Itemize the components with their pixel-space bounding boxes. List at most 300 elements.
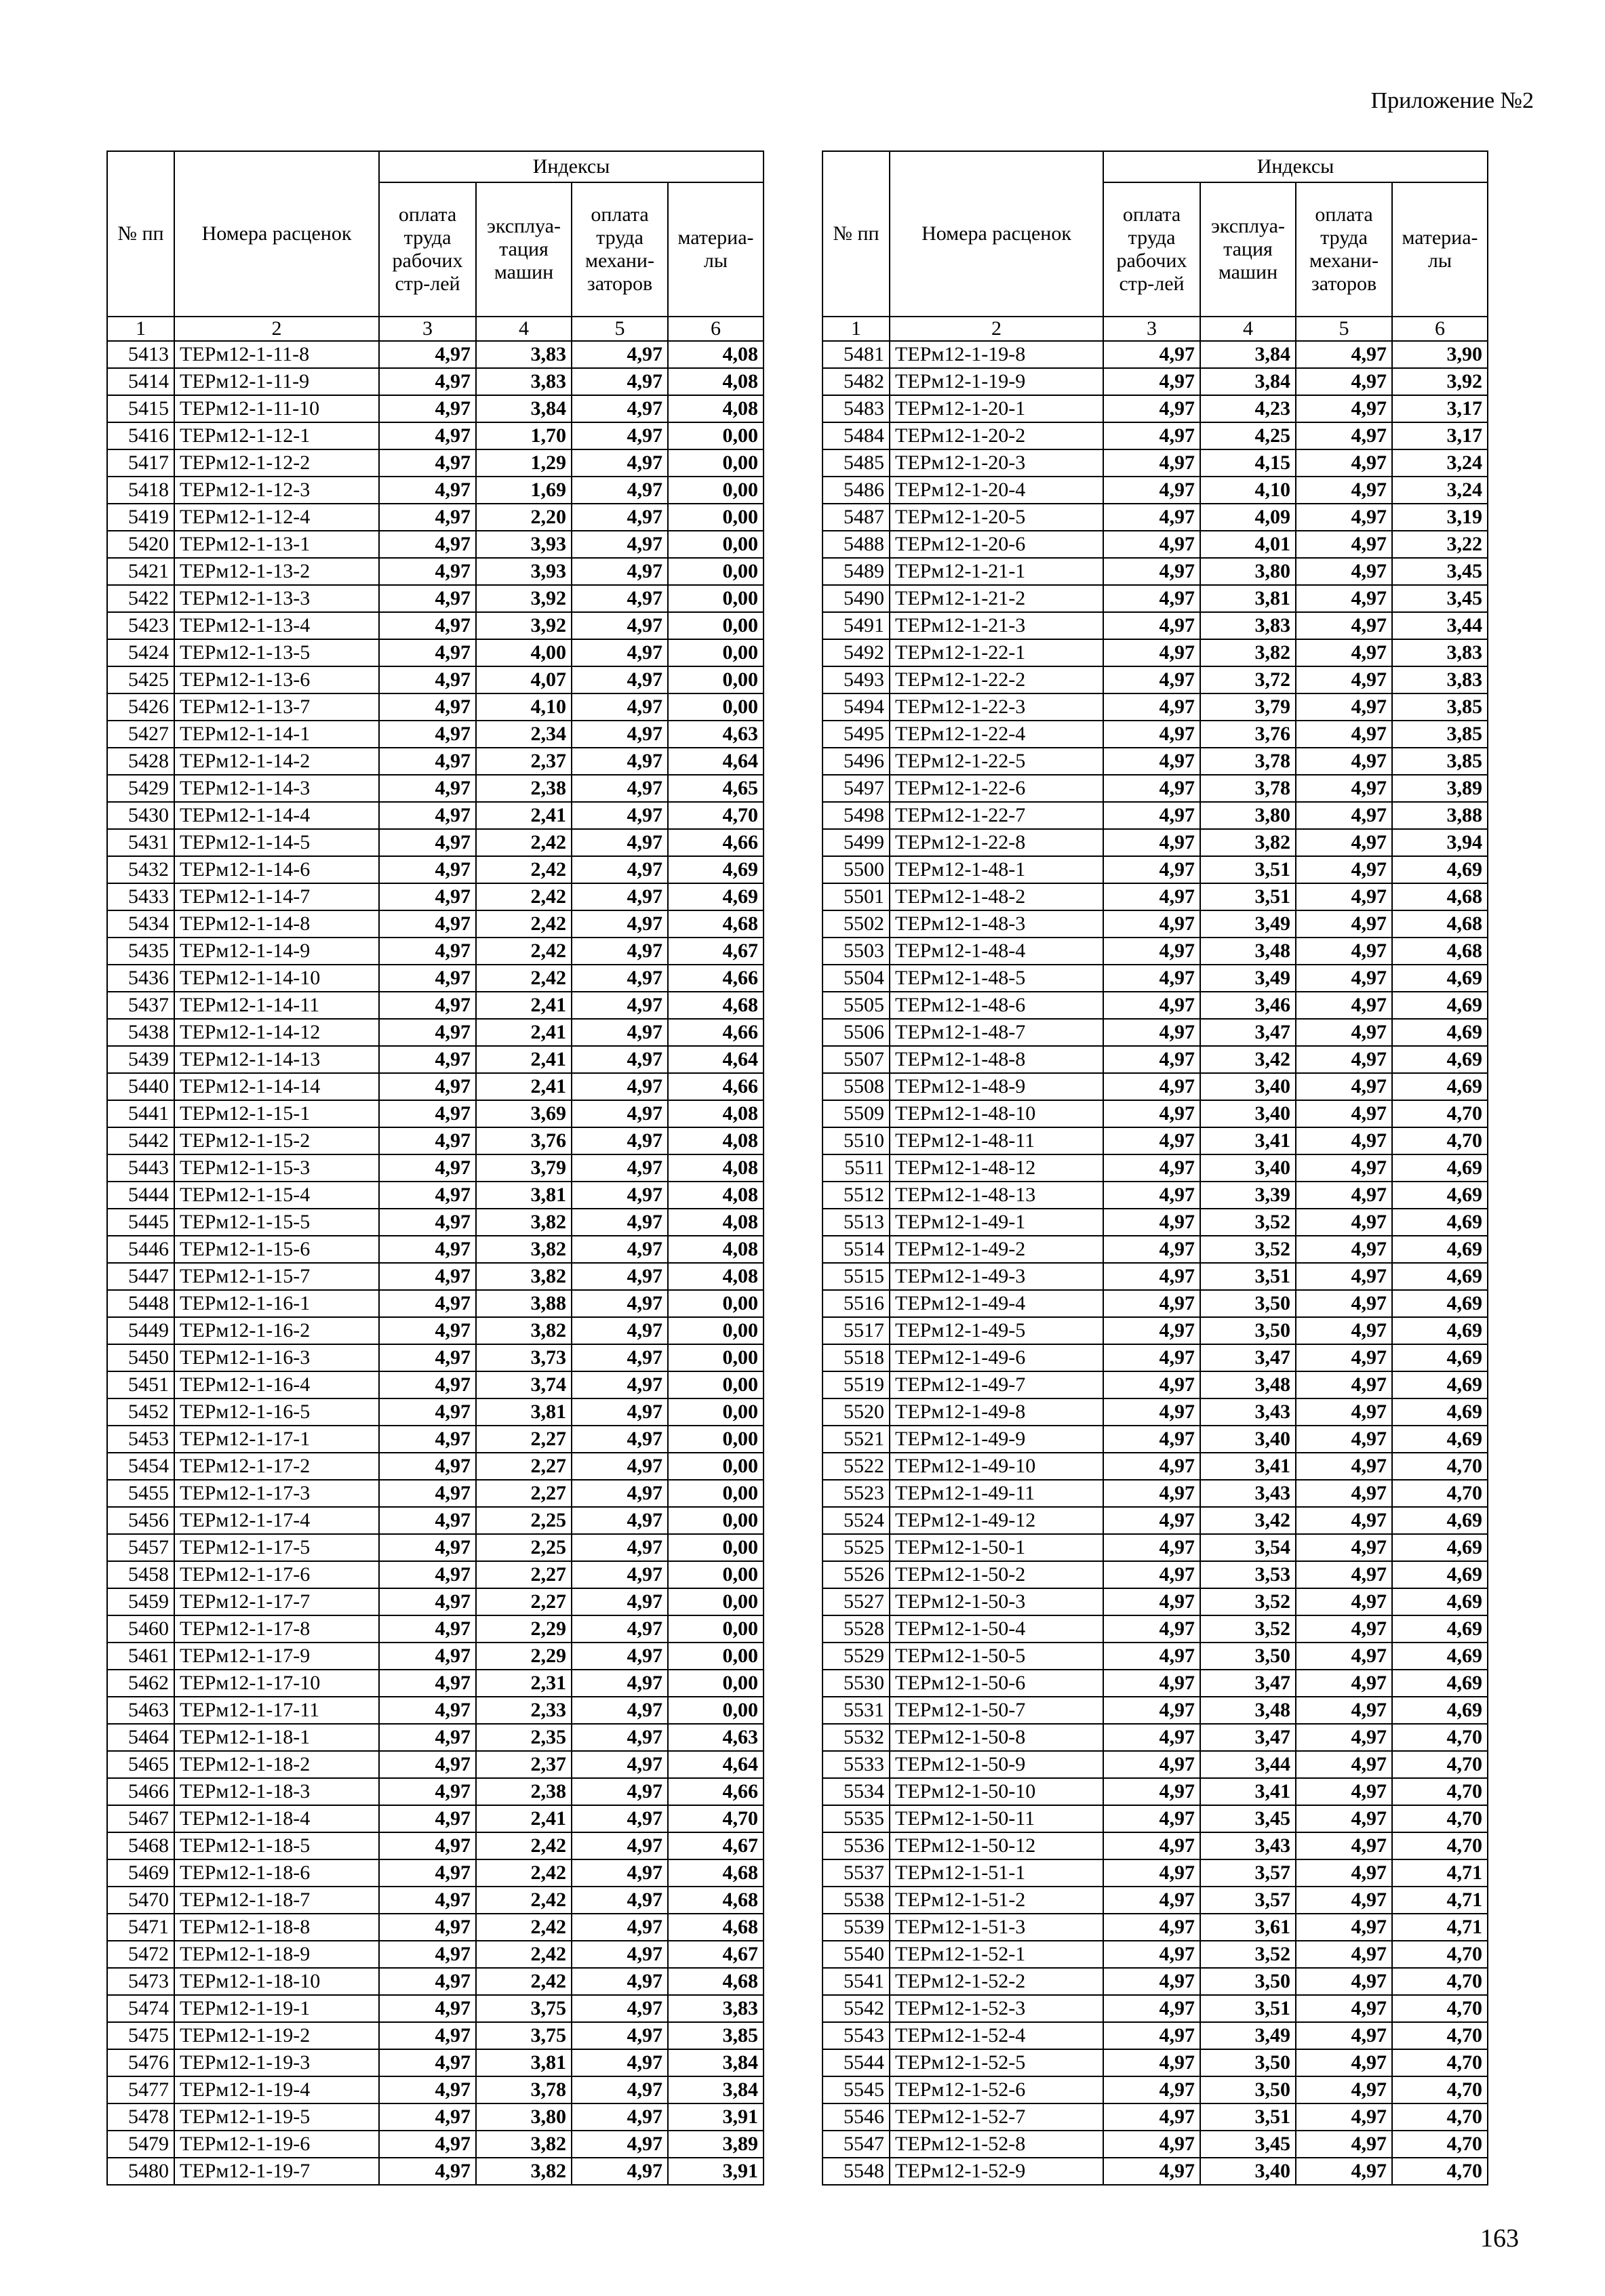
rate-code: ТЕРм12-1-22-5 xyxy=(890,748,1103,775)
rate-code: ТЕРм12-1-13-4 xyxy=(174,612,379,639)
materials-index: 4,67 xyxy=(668,1941,764,1968)
materials-index: 4,08 xyxy=(668,368,764,395)
table-row xyxy=(107,2103,764,2131)
labor-index: 4,97 xyxy=(379,1751,476,1778)
operator-index: 4,97 xyxy=(572,775,668,802)
table-row xyxy=(107,666,764,693)
operator-index: 4,97 xyxy=(1296,1751,1392,1778)
table-row xyxy=(107,1371,764,1398)
table-row xyxy=(823,1914,1488,1941)
labor-index: 4,97 xyxy=(379,1046,476,1073)
table-row xyxy=(823,1019,1488,1046)
machine-index: 3,49 xyxy=(1200,965,1296,992)
operator-index: 4,97 xyxy=(572,2049,668,2076)
materials-index: 4,69 xyxy=(1392,1588,1488,1615)
operator-index: 4,97 xyxy=(572,938,668,965)
labor-index: 4,97 xyxy=(379,2158,476,2185)
row-number: 5448 xyxy=(107,1290,174,1317)
rate-code: ТЕРм12-1-52-5 xyxy=(890,2049,1103,2076)
labor-index: 4,97 xyxy=(1103,802,1200,829)
materials-index: 0,00 xyxy=(668,504,764,531)
machine-index: 1,29 xyxy=(476,449,572,477)
rate-code: ТЕРм12-1-49-7 xyxy=(890,1371,1103,1398)
labor-index: 4,97 xyxy=(1103,965,1200,992)
operator-index: 4,97 xyxy=(572,422,668,449)
row-number: 5438 xyxy=(107,1019,174,1046)
labor-index: 4,97 xyxy=(379,395,476,422)
table-row xyxy=(107,1317,764,1344)
rate-code: ТЕРм12-1-19-8 xyxy=(890,341,1103,368)
operator-index: 4,97 xyxy=(572,2158,668,2185)
table-row xyxy=(107,612,764,639)
machine-index: 3,43 xyxy=(1200,1480,1296,1507)
row-number: 5469 xyxy=(107,1859,174,1887)
row-number: 5535 xyxy=(823,1805,890,1832)
row-number: 5525 xyxy=(823,1534,890,1561)
rate-code: ТЕРм12-1-17-11 xyxy=(174,1697,379,1724)
table-row xyxy=(823,1968,1488,1995)
labor-index: 4,97 xyxy=(379,1263,476,1290)
machine-index: 2,42 xyxy=(476,1968,572,1995)
operator-index: 4,97 xyxy=(572,1480,668,1507)
labor-index: 4,97 xyxy=(379,2076,476,2103)
machine-index: 3,84 xyxy=(1200,341,1296,368)
row-number: 5417 xyxy=(107,449,174,477)
rate-code: ТЕРм12-1-17-4 xyxy=(174,1507,379,1534)
table-row xyxy=(823,1046,1488,1073)
labor-index: 4,97 xyxy=(379,883,476,910)
table-row xyxy=(107,1534,764,1561)
row-number: 5466 xyxy=(107,1778,174,1805)
operator-index: 4,97 xyxy=(572,693,668,721)
row-number: 5420 xyxy=(107,531,174,558)
labor-index: 4,97 xyxy=(1103,1263,1200,1290)
materials-index: 4,68 xyxy=(1392,910,1488,938)
table-row xyxy=(107,558,764,585)
row-number: 5430 xyxy=(107,802,174,829)
labor-index: 4,97 xyxy=(1103,2049,1200,2076)
operator-index: 4,97 xyxy=(1296,1534,1392,1561)
row-number: 5490 xyxy=(823,585,890,612)
row-number: 5451 xyxy=(107,1371,174,1398)
row-number: 5540 xyxy=(823,1941,890,1968)
header-machines: эксплуа-тация машин xyxy=(1200,182,1296,317)
materials-index: 4,68 xyxy=(668,1968,764,1995)
operator-index: 4,97 xyxy=(572,856,668,883)
table-row xyxy=(107,1073,764,1100)
materials-index: 0,00 xyxy=(668,422,764,449)
table-row xyxy=(823,1263,1488,1290)
table-row xyxy=(823,992,1488,1019)
labor-index: 4,97 xyxy=(1103,341,1200,368)
row-number: 5493 xyxy=(823,666,890,693)
rate-code: ТЕРм12-1-22-6 xyxy=(890,775,1103,802)
table-row xyxy=(107,1127,764,1154)
table-row xyxy=(823,449,1488,477)
row-number: 5418 xyxy=(107,477,174,504)
operator-index: 4,97 xyxy=(1296,1236,1392,1263)
labor-index: 4,97 xyxy=(379,449,476,477)
row-number: 5488 xyxy=(823,531,890,558)
labor-index: 4,97 xyxy=(379,1127,476,1154)
labor-index: 4,97 xyxy=(379,666,476,693)
labor-index: 4,97 xyxy=(1103,1778,1200,1805)
table-row xyxy=(823,1209,1488,1236)
labor-index: 4,97 xyxy=(1103,992,1200,1019)
table-row xyxy=(823,1643,1488,1670)
operator-index: 4,97 xyxy=(1296,1643,1392,1670)
table-row xyxy=(107,1805,764,1832)
operator-index: 4,97 xyxy=(572,504,668,531)
row-number: 5539 xyxy=(823,1914,890,1941)
materials-index: 0,00 xyxy=(668,612,764,639)
labor-index: 4,97 xyxy=(379,1832,476,1859)
operator-index: 4,97 xyxy=(1296,802,1392,829)
table-row xyxy=(823,748,1488,775)
column-number: 5 xyxy=(1296,317,1392,341)
operator-index: 4,97 xyxy=(572,1778,668,1805)
materials-index: 3,24 xyxy=(1392,449,1488,477)
rate-code: ТЕРм12-1-52-8 xyxy=(890,2131,1103,2158)
materials-index: 0,00 xyxy=(668,449,764,477)
rate-code: ТЕРм12-1-50-10 xyxy=(890,1778,1103,1805)
labor-index: 4,97 xyxy=(1103,2103,1200,2131)
labor-index: 4,97 xyxy=(379,1778,476,1805)
rate-code: ТЕРм12-1-18-1 xyxy=(174,1724,379,1751)
rate-code: ТЕРм12-1-50-2 xyxy=(890,1561,1103,1588)
machine-index: 2,41 xyxy=(476,1019,572,1046)
materials-index: 0,00 xyxy=(668,1426,764,1453)
materials-index: 4,71 xyxy=(1392,1859,1488,1887)
labor-index: 4,97 xyxy=(1103,1697,1200,1724)
table-row xyxy=(823,1995,1488,2022)
materials-index: 4,68 xyxy=(1392,883,1488,910)
materials-index: 4,69 xyxy=(1392,1615,1488,1643)
rate-code: ТЕРм12-1-11-8 xyxy=(174,341,379,368)
rate-code: ТЕРм12-1-48-5 xyxy=(890,965,1103,992)
machine-index: 2,27 xyxy=(476,1453,572,1480)
materials-index: 4,69 xyxy=(1392,1019,1488,1046)
table-row xyxy=(823,2158,1488,2185)
operator-index: 4,97 xyxy=(572,1859,668,1887)
materials-index: 0,00 xyxy=(668,1697,764,1724)
row-number: 5536 xyxy=(823,1832,890,1859)
labor-index: 4,97 xyxy=(1103,558,1200,585)
labor-index: 4,97 xyxy=(379,1019,476,1046)
table-row xyxy=(823,504,1488,531)
labor-index: 4,97 xyxy=(1103,2131,1200,2158)
row-number: 5426 xyxy=(107,693,174,721)
rate-code: ТЕРм12-1-14-11 xyxy=(174,992,379,1019)
rate-code: ТЕРм12-1-48-6 xyxy=(890,992,1103,1019)
machine-index: 2,42 xyxy=(476,965,572,992)
table-row xyxy=(823,639,1488,666)
table-row xyxy=(823,1480,1488,1507)
table-row xyxy=(107,1236,764,1263)
materials-index: 4,66 xyxy=(668,1778,764,1805)
table-row xyxy=(823,1724,1488,1751)
operator-index: 4,97 xyxy=(1296,2131,1392,2158)
machine-index: 3,82 xyxy=(1200,829,1296,856)
machine-index: 3,42 xyxy=(1200,1507,1296,1534)
operator-index: 4,97 xyxy=(1296,477,1392,504)
table-row xyxy=(107,368,764,395)
machine-index: 3,47 xyxy=(1200,1724,1296,1751)
rate-code: ТЕРм12-1-14-9 xyxy=(174,938,379,965)
table-row xyxy=(107,1154,764,1182)
row-number: 5465 xyxy=(107,1751,174,1778)
labor-index: 4,97 xyxy=(1103,1290,1200,1317)
table-row xyxy=(107,1019,764,1046)
labor-index: 4,97 xyxy=(1103,1127,1200,1154)
machine-index: 2,41 xyxy=(476,1073,572,1100)
labor-index: 4,97 xyxy=(379,612,476,639)
row-number: 5460 xyxy=(107,1615,174,1643)
rate-code: ТЕРм12-1-22-1 xyxy=(890,639,1103,666)
row-number: 5445 xyxy=(107,1209,174,1236)
labor-index: 4,97 xyxy=(1103,1615,1200,1643)
rate-code: ТЕРм12-1-17-8 xyxy=(174,1615,379,1643)
row-number: 5548 xyxy=(823,2158,890,2185)
operator-index: 4,97 xyxy=(572,1805,668,1832)
row-number: 5541 xyxy=(823,1968,890,1995)
row-number: 5531 xyxy=(823,1697,890,1724)
table-row xyxy=(107,1643,764,1670)
labor-index: 4,97 xyxy=(379,1670,476,1697)
materials-index: 4,70 xyxy=(1392,1724,1488,1751)
materials-index: 4,69 xyxy=(1392,1209,1488,1236)
labor-index: 4,97 xyxy=(379,1100,476,1127)
rate-code: ТЕРм12-1-14-5 xyxy=(174,829,379,856)
materials-index: 4,69 xyxy=(1392,1643,1488,1670)
materials-index: 4,69 xyxy=(1392,1398,1488,1426)
machine-index: 2,42 xyxy=(476,1887,572,1914)
machine-index: 3,83 xyxy=(1200,612,1296,639)
rate-code: ТЕРм12-1-14-4 xyxy=(174,802,379,829)
labor-index: 4,97 xyxy=(379,1426,476,1453)
row-number: 5472 xyxy=(107,1941,174,1968)
operator-index: 4,97 xyxy=(1296,1615,1392,1643)
row-number: 5415 xyxy=(107,395,174,422)
rate-code: ТЕРм12-1-19-1 xyxy=(174,1995,379,2022)
operator-index: 4,97 xyxy=(1296,1561,1392,1588)
operator-index: 4,97 xyxy=(572,639,668,666)
labor-index: 4,97 xyxy=(1103,1236,1200,1263)
row-number: 5436 xyxy=(107,965,174,992)
labor-index: 4,97 xyxy=(1103,938,1200,965)
machine-index: 3,92 xyxy=(476,585,572,612)
materials-index: 0,00 xyxy=(668,558,764,585)
materials-index: 4,69 xyxy=(1392,965,1488,992)
operator-index: 4,97 xyxy=(572,2103,668,2131)
operator-index: 4,97 xyxy=(572,1290,668,1317)
operator-index: 4,97 xyxy=(1296,1968,1392,1995)
materials-index: 0,00 xyxy=(668,477,764,504)
operator-index: 4,97 xyxy=(1296,938,1392,965)
appendix-label: Приложение №2 xyxy=(1370,88,1534,113)
row-number: 5498 xyxy=(823,802,890,829)
table-row xyxy=(107,2076,764,2103)
materials-index: 3,83 xyxy=(1392,639,1488,666)
table-row xyxy=(107,1290,764,1317)
labor-index: 4,97 xyxy=(379,2049,476,2076)
operator-index: 4,97 xyxy=(572,1398,668,1426)
machine-index: 3,50 xyxy=(1200,1317,1296,1344)
row-number: 5508 xyxy=(823,1073,890,1100)
machine-index: 3,72 xyxy=(1200,666,1296,693)
rate-code: ТЕРм12-1-48-8 xyxy=(890,1046,1103,1073)
machine-index: 3,82 xyxy=(476,1236,572,1263)
machine-index: 3,81 xyxy=(476,1182,572,1209)
materials-index: 3,24 xyxy=(1392,477,1488,504)
table-row xyxy=(107,2022,764,2049)
materials-index: 3,91 xyxy=(668,2158,764,2185)
machine-index: 3,47 xyxy=(1200,1344,1296,1371)
materials-index: 0,00 xyxy=(668,1398,764,1426)
operator-index: 4,97 xyxy=(1296,1805,1392,1832)
rate-code: ТЕРм12-1-49-3 xyxy=(890,1263,1103,1290)
machine-index: 4,15 xyxy=(1200,449,1296,477)
table-row xyxy=(823,1832,1488,1859)
rate-code: ТЕРм12-1-14-7 xyxy=(174,883,379,910)
labor-index: 4,97 xyxy=(379,802,476,829)
row-number: 5414 xyxy=(107,368,174,395)
machine-index: 3,88 xyxy=(476,1290,572,1317)
row-number: 5441 xyxy=(107,1100,174,1127)
labor-index: 4,97 xyxy=(379,992,476,1019)
rate-code: ТЕРм12-1-17-2 xyxy=(174,1453,379,1480)
materials-index: 4,69 xyxy=(1392,1507,1488,1534)
rate-code: ТЕРм12-1-48-13 xyxy=(890,1182,1103,1209)
labor-index: 4,97 xyxy=(1103,449,1200,477)
row-number: 5442 xyxy=(107,1127,174,1154)
labor-index: 4,97 xyxy=(1103,1643,1200,1670)
row-number: 5423 xyxy=(107,612,174,639)
labor-index: 4,97 xyxy=(1103,1182,1200,1209)
operator-index: 4,97 xyxy=(572,910,668,938)
table-row xyxy=(107,1615,764,1643)
machine-index: 2,41 xyxy=(476,1046,572,1073)
machine-index: 3,84 xyxy=(476,395,572,422)
labor-index: 4,97 xyxy=(1103,1995,1200,2022)
rate-code: ТЕРм12-1-18-10 xyxy=(174,1968,379,1995)
rate-code: ТЕРм12-1-18-2 xyxy=(174,1751,379,1778)
machine-index: 3,47 xyxy=(1200,1019,1296,1046)
row-number: 5453 xyxy=(107,1426,174,1453)
operator-index: 4,97 xyxy=(572,395,668,422)
row-number: 5515 xyxy=(823,1263,890,1290)
operator-index: 4,97 xyxy=(1296,693,1392,721)
operator-index: 4,97 xyxy=(1296,1019,1392,1046)
machine-index: 3,80 xyxy=(476,2103,572,2131)
operator-index: 4,97 xyxy=(572,1507,668,1534)
row-number: 5471 xyxy=(107,1914,174,1941)
labor-index: 4,97 xyxy=(1103,666,1200,693)
materials-index: 4,68 xyxy=(668,992,764,1019)
materials-index: 0,00 xyxy=(668,1290,764,1317)
materials-index: 3,22 xyxy=(1392,531,1488,558)
rate-code: ТЕРм12-1-13-3 xyxy=(174,585,379,612)
row-number: 5444 xyxy=(107,1182,174,1209)
operator-index: 4,97 xyxy=(1296,1073,1392,1100)
materials-index: 3,91 xyxy=(668,2103,764,2131)
table-row xyxy=(107,883,764,910)
row-number: 5429 xyxy=(107,775,174,802)
operator-index: 4,97 xyxy=(572,1615,668,1643)
rate-code: ТЕРм12-1-50-8 xyxy=(890,1724,1103,1751)
row-number: 5534 xyxy=(823,1778,890,1805)
operator-index: 4,97 xyxy=(572,1534,668,1561)
header-code: Номера расценок xyxy=(890,151,1103,317)
rate-code: ТЕРм12-1-49-9 xyxy=(890,1426,1103,1453)
machine-index: 2,33 xyxy=(476,1697,572,1724)
rate-code: ТЕРм12-1-15-4 xyxy=(174,1182,379,1209)
operator-index: 4,97 xyxy=(1296,558,1392,585)
header-materials: материа-лы xyxy=(668,182,764,317)
machine-index: 2,38 xyxy=(476,775,572,802)
labor-index: 4,97 xyxy=(1103,1073,1200,1100)
table-row xyxy=(823,856,1488,883)
labor-index: 4,97 xyxy=(1103,883,1200,910)
table-row xyxy=(823,1398,1488,1426)
row-number: 5485 xyxy=(823,449,890,477)
row-number: 5464 xyxy=(107,1724,174,1751)
operator-index: 4,97 xyxy=(572,1100,668,1127)
rate-code: ТЕРм12-1-52-2 xyxy=(890,1968,1103,1995)
row-number: 5501 xyxy=(823,883,890,910)
rate-code: ТЕРм12-1-14-14 xyxy=(174,1073,379,1100)
row-number: 5533 xyxy=(823,1751,890,1778)
machine-index: 3,51 xyxy=(1200,883,1296,910)
operator-index: 4,97 xyxy=(572,965,668,992)
machine-index: 3,41 xyxy=(1200,1453,1296,1480)
rate-code: ТЕРм12-1-20-2 xyxy=(890,422,1103,449)
operator-index: 4,97 xyxy=(1296,1697,1392,1724)
operator-index: 4,97 xyxy=(572,1941,668,1968)
table-row xyxy=(107,1941,764,1968)
materials-index: 4,70 xyxy=(1392,2131,1488,2158)
labor-index: 4,97 xyxy=(1103,1914,1200,1941)
materials-index: 4,69 xyxy=(1392,1290,1488,1317)
rate-code: ТЕРм12-1-22-4 xyxy=(890,721,1103,748)
labor-index: 4,97 xyxy=(1103,1453,1200,1480)
row-number: 5486 xyxy=(823,477,890,504)
labor-index: 4,97 xyxy=(1103,1209,1200,1236)
row-number: 5437 xyxy=(107,992,174,1019)
operator-index: 4,97 xyxy=(572,1751,668,1778)
table-row xyxy=(107,992,764,1019)
machine-index: 2,27 xyxy=(476,1480,572,1507)
operator-index: 4,97 xyxy=(572,477,668,504)
operator-index: 4,97 xyxy=(572,368,668,395)
rate-code: ТЕРм12-1-21-3 xyxy=(890,612,1103,639)
rate-code: ТЕРм12-1-17-3 xyxy=(174,1480,379,1507)
table-row xyxy=(823,802,1488,829)
operator-index: 4,97 xyxy=(572,1209,668,1236)
materials-index: 4,69 xyxy=(1392,1073,1488,1100)
row-number: 5524 xyxy=(823,1507,890,1534)
machine-index: 1,70 xyxy=(476,422,572,449)
machine-index: 3,78 xyxy=(476,2076,572,2103)
row-number: 5487 xyxy=(823,504,890,531)
table-row xyxy=(107,395,764,422)
materials-index: 4,64 xyxy=(668,1046,764,1073)
labor-index: 4,97 xyxy=(379,1154,476,1182)
operator-index: 4,97 xyxy=(572,1832,668,1859)
operator-index: 4,97 xyxy=(1296,1263,1392,1290)
table-row xyxy=(107,531,764,558)
operator-index: 4,97 xyxy=(1296,748,1392,775)
